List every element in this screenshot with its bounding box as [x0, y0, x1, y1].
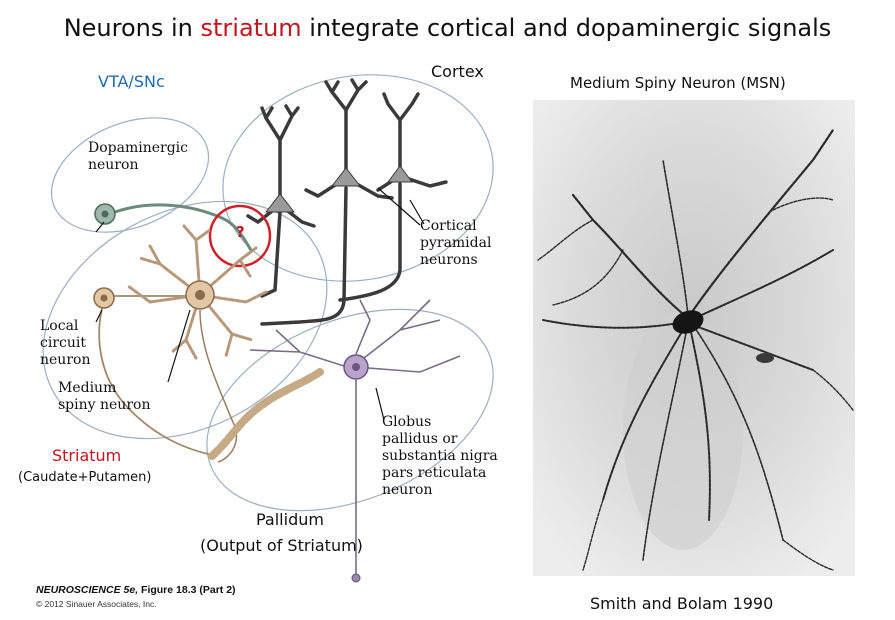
msn-photo-citation: Smith and Bolam 1990: [590, 594, 774, 613]
dopaminergic-neuron-label: Dopaminergic neuron: [88, 140, 188, 173]
striatum-sublabel: (Caudate+Putamen): [18, 470, 152, 485]
cortex-label: Cortex: [431, 62, 484, 81]
local-circuit-neuron-label: Local circuit neuron: [40, 318, 91, 368]
cortical-neuron-soma: [266, 194, 294, 212]
pallidum-sublabel: (Output of Striatum): [200, 536, 363, 555]
vta-region-outline: [34, 96, 225, 254]
striatum-label: Striatum: [52, 446, 122, 465]
title-prefix: Neurons in: [63, 14, 201, 42]
pallidum-label: Pallidum: [256, 510, 324, 529]
synapse-question-mark: ?: [236, 223, 245, 241]
pallidal-neuron: [344, 355, 368, 379]
vta-snc-label: VTA/SNc: [98, 72, 165, 91]
cortical-neuron-soma: [332, 168, 360, 186]
msn-micrograph: [533, 100, 855, 576]
pallidal-axon-terminal: [352, 574, 360, 582]
msn-photo-title: Medium Spiny Neuron (MSN): [570, 74, 786, 92]
globus-pallidus-neuron-label: Globus pallidus or substantia nigra pars reticulata neuron: [382, 414, 498, 498]
pallidum-region-outline: [177, 270, 523, 549]
title-highlight: striatum: [200, 14, 302, 42]
textbook-credit: NEUROSCIENCE 5e, Figure 18.3 (Part 2): [36, 584, 236, 596]
cortical-pyramidal-neurons-label: Cortical pyramidal neurons: [420, 218, 492, 268]
medium-spiny-neuron-label: Medium spiny neuron: [58, 380, 151, 413]
cortical-neuron-soma: [388, 166, 412, 182]
striatopallidal-fiber-bundle: [212, 372, 320, 456]
copyright-credit: © 2012 Sinauer Associates, Inc.: [36, 599, 157, 609]
msn-micrograph-drawing: [533, 100, 855, 576]
medium-spiny-neuron: [186, 281, 214, 309]
title-suffix: integrate cortical and dopaminergic signals: [301, 14, 832, 42]
